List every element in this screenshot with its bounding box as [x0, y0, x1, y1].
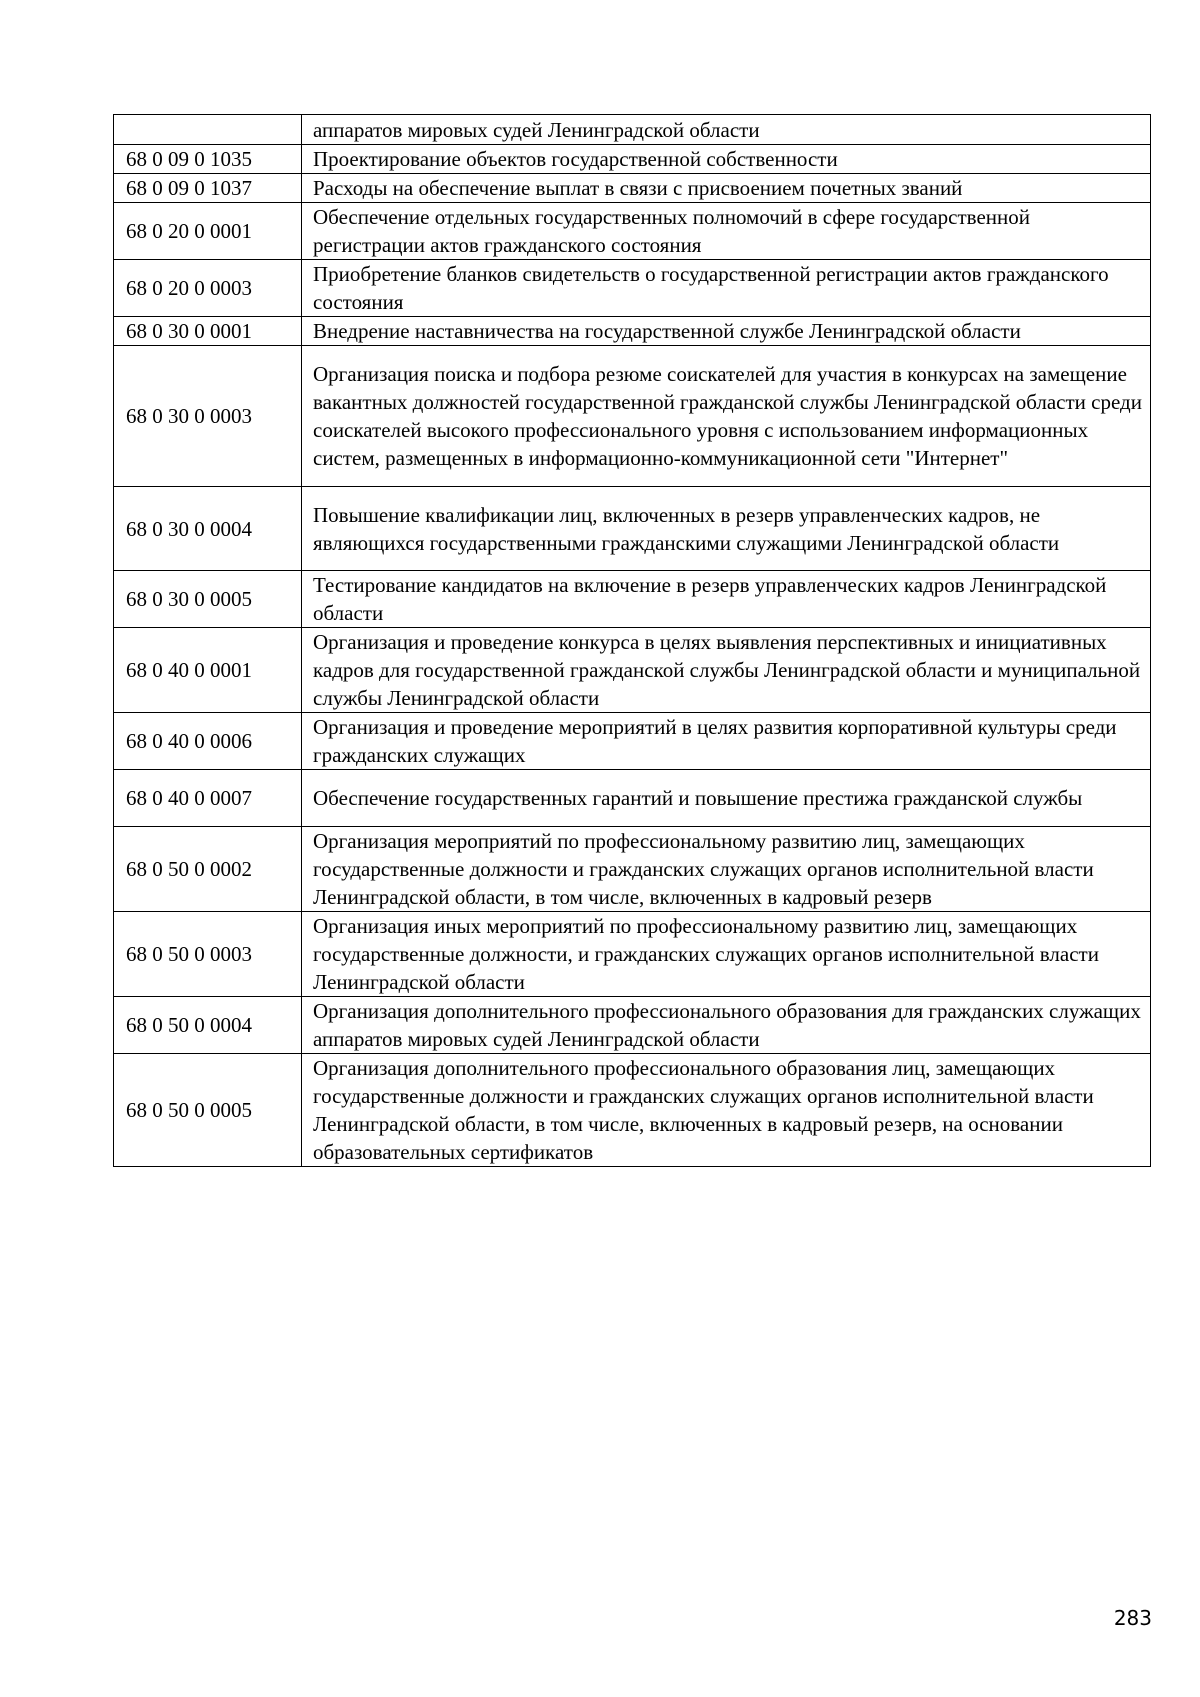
table-row	[114, 487, 1151, 571]
description-cell: Обеспечение отдельных государственных полномочий в сфере государственной регистрации актов гражданского состояния	[302, 203, 1151, 260]
description-cell: аппаратов мировых судей Ленинградской области	[302, 115, 1151, 145]
table-row	[114, 628, 1151, 713]
description-cell: Повышение квалификации лиц, включенных в резерв управленческих кадров, не являющихся государственными гражданскими служащими Ленинградской области	[302, 487, 1151, 571]
description-cell: Тестирование кандидатов на включение в резерв управленческих кадров Ленинградской области	[302, 571, 1151, 628]
code-cell: 68 0 30 0 0001	[114, 317, 302, 346]
description-cell: Организация дополнительного профессионального образования лиц, замещающих государственные должности и гражданских служащих органов исполнительной власти Ленинградской области, в том числе, включенных в кадровый резерв, на основании образовательных сертификатов	[302, 1054, 1151, 1167]
budget-codes-table	[113, 114, 1151, 1167]
code-cell: 68 0 30 0 0005	[114, 571, 302, 628]
table-body	[114, 115, 1151, 1167]
description-cell: Расходы на обеспечение выплат в связи с присвоением почетных званий	[302, 174, 1151, 203]
table-row	[114, 145, 1151, 174]
description-cell: Внедрение наставничества на государственной службе Ленинградской области	[302, 317, 1151, 346]
table-row	[114, 912, 1151, 997]
table-row	[114, 713, 1151, 770]
description-cell: Организация мероприятий по профессиональному развитию лиц, замещающих государственные должности и гражданских служащих органов исполнительной власти Ленинградской области, в том числе, включенных в кадровый резерв	[302, 827, 1151, 912]
code-cell: 68 0 30 0 0004	[114, 487, 302, 571]
code-cell	[114, 115, 302, 145]
code-cell: 68 0 40 0 0007	[114, 770, 302, 827]
code-cell: 68 0 50 0 0004	[114, 997, 302, 1054]
description-cell: Организация иных мероприятий по профессиональному развитию лиц, замещающих государственные должности, и гражданских служащих органов исполнительной власти Ленинградской области	[302, 912, 1151, 997]
code-cell: 68 0 09 0 1037	[114, 174, 302, 203]
description-cell: Приобретение бланков свидетельств о государственной регистрации актов гражданского состояния	[302, 260, 1151, 317]
description-cell: Обеспечение государственных гарантий и повышение престижа гражданской службы	[302, 770, 1151, 827]
table-row	[114, 203, 1151, 260]
code-cell: 68 0 09 0 1035	[114, 145, 302, 174]
table-row	[114, 571, 1151, 628]
code-cell: 68 0 20 0 0001	[114, 203, 302, 260]
description-cell: Организация поиска и подбора резюме соискателей для участия в конкурсах на замещение вакантных должностей государственной гражданской службы Ленинградской области среди соискателей высокого профессионального уровня с использованием информационных систем, размещенных в информационно-коммуникационной сети "Интернет"	[302, 346, 1151, 487]
description-cell: Организация и проведение конкурса в целях выявления перспективных и инициативных кадров для государственной гражданской службы Ленинградской области и муниципальной службы Ленинградской области	[302, 628, 1151, 713]
table-row	[114, 260, 1151, 317]
code-cell: 68 0 50 0 0003	[114, 912, 302, 997]
code-cell: 68 0 30 0 0003	[114, 346, 302, 487]
table-row	[114, 770, 1151, 827]
code-cell: 68 0 50 0 0005	[114, 1054, 302, 1167]
description-cell: Проектирование объектов государственной собственности	[302, 145, 1151, 174]
code-cell: 68 0 50 0 0002	[114, 827, 302, 912]
table-row	[114, 115, 1151, 145]
table-row	[114, 346, 1151, 487]
table-row	[114, 317, 1151, 346]
code-cell: 68 0 40 0 0006	[114, 713, 302, 770]
table-row	[114, 997, 1151, 1054]
description-cell: Организация дополнительного профессионального образования для гражданских служащих аппаратов мировых судей Ленинградской области	[302, 997, 1151, 1054]
description-cell: Организация и проведение мероприятий в целях развития корпоративной культуры среди гражданских служащих	[302, 713, 1151, 770]
table-row	[114, 1054, 1151, 1167]
code-cell: 68 0 20 0 0003	[114, 260, 302, 317]
table-row	[114, 827, 1151, 912]
table-row	[114, 174, 1151, 203]
code-cell: 68 0 40 0 0001	[114, 628, 302, 713]
page-number: 283	[1113, 1606, 1152, 1630]
